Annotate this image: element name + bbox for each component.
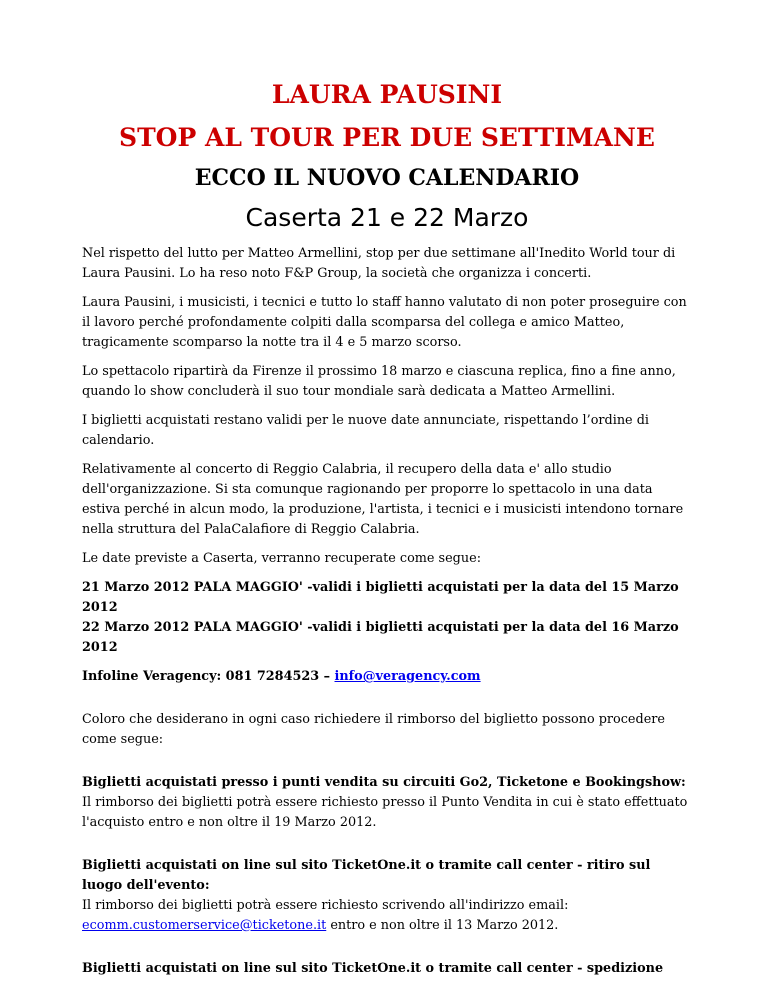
infoline-email-link[interactable]: info@veragency.com bbox=[334, 669, 481, 684]
paragraph-restart: Lo spettacolo ripartirà da Firenze il prossimo 18 marzo e ciascuna replica, fino a fine anno, quando lo show concluderà il suo tour mondiale sarà dedicata a Matteo Armellini. bbox=[82, 364, 676, 399]
spacer bbox=[82, 842, 692, 856]
spacer bbox=[82, 696, 692, 710]
ticketone-email-link[interactable]: ecomm.customerservice@ticketone.it bbox=[82, 918, 327, 933]
refund-stores-text: Il rimborso dei biglietti potrà essere richiesto presso il Punto Vendita in cui è stato effettuato l'acquisto entro e non oltre il 19 Marzo 2012. bbox=[82, 795, 688, 830]
caserta-date-22: 22 Marzo 2012 PALA MAGGIO' -validi i biglietti acquistati per la data del 16 Marzo 2012 bbox=[82, 620, 679, 655]
spacer bbox=[82, 945, 692, 959]
refund-stores-heading: Biglietti acquistati presso i punti vendita su circuiti Go2, Ticketone e Bookingshow: bbox=[82, 775, 686, 790]
venue-dates: Caserta 21 e 22 Marzo bbox=[245, 203, 529, 232]
infoline bbox=[82, 667, 692, 687]
paragraph-tickets-valid: I biglietti acquistati restano validi per le nuove date annunciate, rispettando l’ordine di calendario. bbox=[82, 413, 649, 448]
paragraph-intro: Nel rispetto del lutto per Matteo Armellini, stop per due settimane all'Inedito World tour di Laura Pausini. Lo ha reso noto F&P Group, la società che organizza i concerti. bbox=[82, 246, 676, 281]
title-artist: LAURA PAUSINI bbox=[271, 80, 503, 109]
document-content bbox=[82, 78, 692, 988]
title-headline: STOP AL TOUR PER DUE SETTIMANE bbox=[119, 123, 655, 152]
refund-online-pickup-heading: Biglietti acquistati on line sul sito TicketOne.it o tramite call center - ritiro sul luogo dell'evento: bbox=[82, 858, 651, 893]
refund-online-pickup-text: Il rimborso dei biglietti potrà essere richiesto scrivendo all'indirizzo email: bbox=[82, 898, 569, 913]
refund-section-online-pickup bbox=[82, 856, 692, 936]
refund-section-stores bbox=[82, 773, 692, 833]
paragraph-reggio-calabria: Relativamente al concerto di Reggio Calabria, il recupero della data e' allo studio dell'organizzazione. Si sta comunque ragionando per proporre lo spettacolo in una data estiva perché in alcun modo, la produzione, l'artista, i tecnici e i musicisti intendono tornare nella struttura del PalaCalafiore di Reggio Calabria. bbox=[82, 462, 684, 537]
paragraph-staff: Laura Pausini, i musicisti, i tecnici e tutto lo staff hanno valutato di non poter proseguire con il lavoro perché profondamente colpiti dalla scomparsa del collega e amico Matteo, tragicamente scomparso la notte tra il 4 e 5 marzo scorso. bbox=[82, 295, 687, 350]
infoline-label: Infoline Veragency: 081 7284523 – bbox=[82, 669, 335, 684]
refund-online-shipping-heading: Biglietti acquistati on line sul sito TicketOne.it o tramite call center - spedizione bbox=[82, 961, 664, 976]
spacer bbox=[82, 759, 692, 773]
subtitle-calendar: ECCO IL NUOVO CALENDARIO bbox=[194, 165, 580, 191]
refund-online-pickup-deadline: entro e non oltre il 13 Marzo 2012. bbox=[326, 918, 559, 933]
paragraph-refund-intro: Coloro che desiderano in ogni caso richiedere il rimborso del biglietto possono procedere come segue: bbox=[82, 712, 665, 747]
paragraph-caserta-intro: Le date previste a Caserta, verranno recuperate come segue: bbox=[82, 551, 482, 566]
caserta-dates bbox=[82, 578, 692, 658]
caserta-date-21: 21 Marzo 2012 PALA MAGGIO' -validi i biglietti acquistati per la data del 15 Marzo 2012 bbox=[82, 580, 679, 615]
